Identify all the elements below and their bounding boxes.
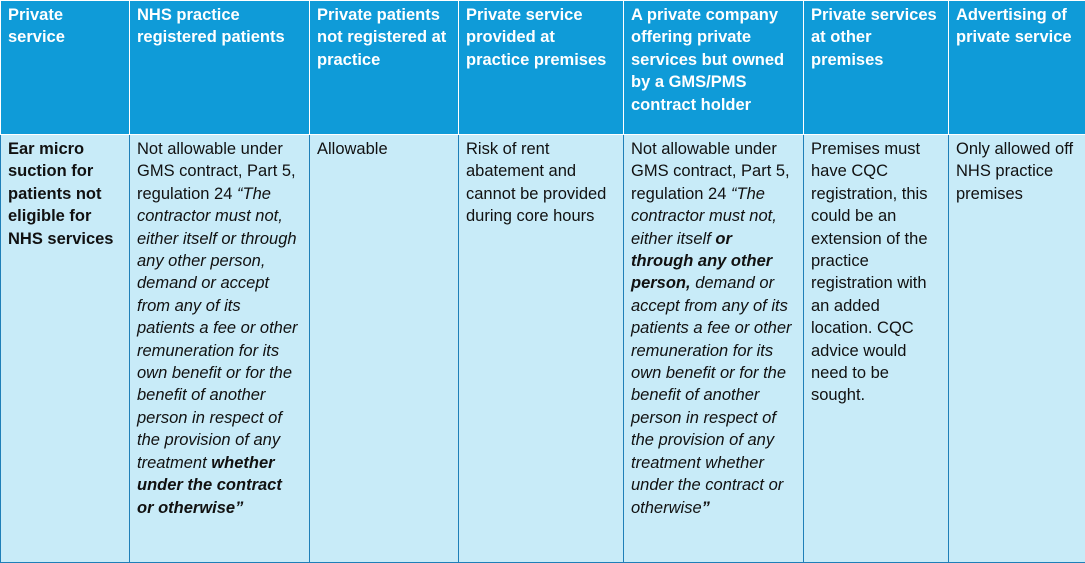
cell-private-company xyxy=(624,135,804,563)
private-company-quote-emphasis: or through any other person, xyxy=(631,229,773,293)
cell-other-premises: Premises must have CQC registration, this could be an extension of the practice registration with an added location. CQC advice would need to be sought. xyxy=(804,135,949,563)
header-private-company: A private company offering private services but owned by a GMS/PMS contract holder xyxy=(624,1,804,135)
header-private-service: Private service xyxy=(1,1,130,135)
private-company-intro: Not allowable under GMS contract, Part 5, regulation 24 xyxy=(631,140,790,203)
header-other-premises: Private services at other premises xyxy=(804,1,949,135)
header-nhs-registered-patients: NHS practice registered patients xyxy=(130,1,310,135)
cell-practice-premises: Risk of rent abatement and cannot be provided during core hours xyxy=(459,135,624,563)
private-company-quote-rest: demand or accept from any of its patients a fee or other remuneration for its own benefit or for the benefit of another person in respect of the provision of any treatment whether under the contract or otherwise xyxy=(631,274,792,517)
nhs-registered-quote: “The contractor must not, either itself or through any other person, demand or accept from any of its patients a fee or other remuneration for its own benefit or for the benefit of another person in respect of the provision of any treatment xyxy=(137,184,298,472)
cell-private-not-registered: Allowable xyxy=(310,135,459,563)
cell-service-name: Ear micro suction for patients not eligible for NHS services xyxy=(1,135,130,563)
table-row xyxy=(1,135,1085,563)
header-row xyxy=(1,1,1085,135)
private-company-quote-start: “The contractor must not, either itself xyxy=(631,184,777,248)
nhs-registered-intro: Not allowable under GMS contract, Part 5, regulation 24 xyxy=(137,140,296,203)
cell-advertising: Only allowed off NHS practice premises xyxy=(949,135,1085,563)
nhs-registered-quote-emphasis: whether under the contract or otherwise” xyxy=(137,453,282,517)
header-advertising: Advertising of private service xyxy=(949,1,1085,135)
header-private-patients-not-registered: Private patients not registered at practice xyxy=(310,1,459,135)
cell-nhs-registered xyxy=(130,135,310,563)
private-company-quote-end: ” xyxy=(701,498,710,517)
header-practice-premises: Private service provided at practice premises xyxy=(459,1,624,135)
